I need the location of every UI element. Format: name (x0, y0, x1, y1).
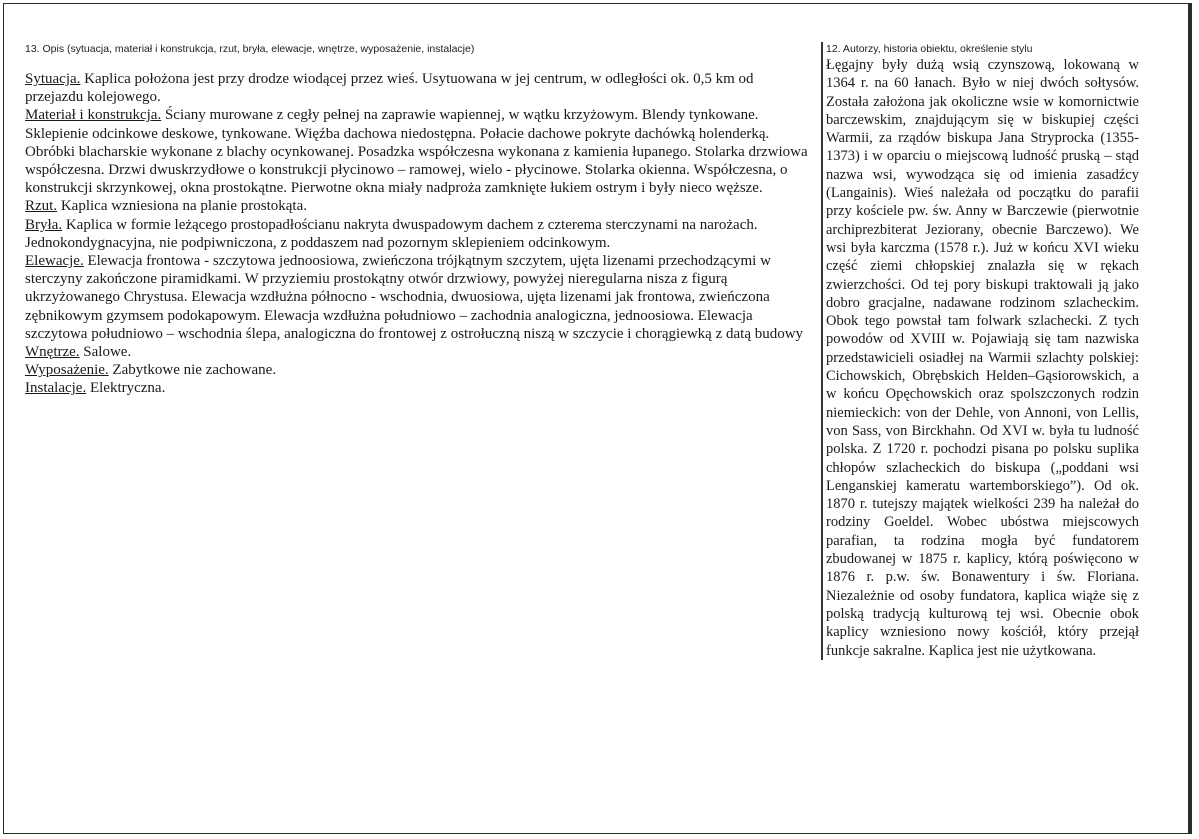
section-text: Kaplica w formie leżącego prostopadłościanu nakryta dwuspadowym dachem z czterema sterczynami na narożach. Jednokondygnacyjna, nie podpiwniczona, z poddaszem nad pozornym sklepieniem odcinkowym. (25, 216, 758, 251)
section-text: Elewacja frontowa - szczytowa jednoosiowa, zwieńczona trójkątnym szczytem, ujęta lizenami przechodzącymi w sterczyny zakończone piramidkami. W przyziemiu prostokątny otwór drzwiowy, powyżej nieregularna nisza z figurą ukrzyżowanego Chrystusa. Elewacja wzdłużna północno - wschodnia, dwuosiowa, ujęta lizenami jak frontowa, zwieńczona zębnikowym gzymsem podokapowym. Elewacja wzdłużna południowo – zachodnia analogiczna, jednoosiowa. Elewacja szczytowa południowo – wschodnia ślepa, analogiczna do frontowej z ostrołuczną niszą w szczycie i chorągiewką z datą budowy (25, 253, 804, 342)
history-column (826, 42, 1139, 660)
description-column (25, 42, 813, 398)
section-interior (25, 343, 813, 361)
description-header: 13. Opis (sytuacja, materiał i konstrukcja, rzut, bryła, elewacje, wnętrze, wyposażenie, instalacje) (25, 43, 475, 55)
history-text: Łęgajny były dużą wsią czynszową, lokowaną w 1364 r. na 60 łanach. Było w niej dwóch sołtysów. Została założona jak okoliczne wsie w komornictwie barczewskim, znajdującym się w biskupiej części Warmii, za rządów biskupa Jana Stryprocka (1355-1373) i w oparciu o miejscową ludność pruską – stąd nazwa wsi, wywodząca się od imienia zasadźcy (Langainis). Wieś należała od początku do parafii przy kościele pw. św. Anny w Barczewie (pierwotnie archiprezbiterat Jeziorany, obecnie Barczewo). We wsi była karczma (1578 r.). Już w końcu XVI wieku część ziemi chłopskiej znalazła się w rękach zwierzchości. Od tej pory biskupi traktowali ją jako dobro gracjalne, nadawane rodzinom szlacheckim. Obok tego powstał tam folwark szlachecki. Z tych powodów od XVIII w. Pojawiają się tam nazwiska przedstawicieli osiadłej na Warmii szlachty polskiej: Cichowskich, Obrębskich Helden–Gąsiorowskich, a w końcu Opęchowskich oraz spolszczonych rodzin niemieckich: von der Dehle, von Annoni, von Lellis, von Sass, von Birckhahn. Od XVI w. była tu ludność polska. Z 1720 r. pochodzi pisana po polsku suplika chłopów szlacheckich do biskupa („poddani wsi Lenganskiej kameratu wartemborskiego”). Od ok. 1870 r. tutejszy majątek wielkości 239 ha należał do rodziny Goeldel. Wobec ubóstwa miejscowych parafian, ta rodzina mogła być fundatorem zbudowanej w 1875 r. kaplicy, którą poświęcono w 1876 r. p.w. św. Bonawentury i św. Floriana. Niezależnie od osoby fundatora, kaplica wiąże się z polską tradycją kulturową tej wsi. Obecnie obok kaplicy wzniesiono nowy kościół, który przejął funkcje sakralne. Kaplica jest nie użytkowana. (826, 57, 1139, 659)
section-label: Instalacje. (25, 380, 87, 397)
section-form (25, 216, 813, 252)
section-label: Wyposażenie. (25, 362, 109, 379)
section-label: Wnętrze. (25, 344, 80, 361)
section-material (25, 106, 813, 197)
section-label: Sytuacja. (25, 71, 81, 87)
section-label: Elewacje. (25, 253, 84, 270)
section-installations (25, 379, 813, 397)
section-text: Kaplica wzniesiona na planie prostokąta. (57, 198, 308, 215)
history-header: 12. Autorzy, historia obiektu, określenie stylu (826, 43, 1033, 55)
column-divider (821, 42, 823, 660)
section-text: Zabytkowe nie zachowane. (108, 362, 277, 379)
section-text: Kaplica położona jest przy drodze wiodącej przez wieś. Usytuowana w jej centrum, w odległości ok. 0,5 km od przejazdu kolejowego. (25, 71, 754, 106)
description-body (25, 70, 813, 398)
section-situation (25, 70, 813, 106)
section-text: Elektryczna. (86, 380, 166, 397)
section-furnishings (25, 361, 813, 379)
section-label: Rzut. (25, 198, 58, 215)
history-body (826, 56, 1139, 660)
section-label: Materiał i konstrukcja. (25, 107, 162, 124)
section-text: Ściany murowane z cegły pełnej na zaprawie wapiennej, w wątku krzyżowym. Blendy tynkowane. Sklepienie odcinkowe deskowe, tynkowane. Więźba dachowa niedostępna. Połacie dachowe pokryte dachówką holenderką. Obróbki blacharskie wykonane z blachy ocynkowanej. Posadzka współczesna wykonana z kamienia łupanego. Stolarka drzwiowa współczesna. Drzwi dwuskrzydłowe o konstrukcji płycinowo – ramowej, wielo - płycinowe. Stolarka okienna. Współczesna, o konstrukcji skrzynkowej, okna prostokątne. Pierwotne okna miały nadproża zamknięte łukiem ostrym i były nieco węższe. (25, 107, 808, 197)
section-plan (25, 197, 813, 215)
section-text: Salowe. (79, 344, 132, 361)
section-label: Bryła. (25, 216, 63, 233)
section-elevations (25, 252, 813, 343)
